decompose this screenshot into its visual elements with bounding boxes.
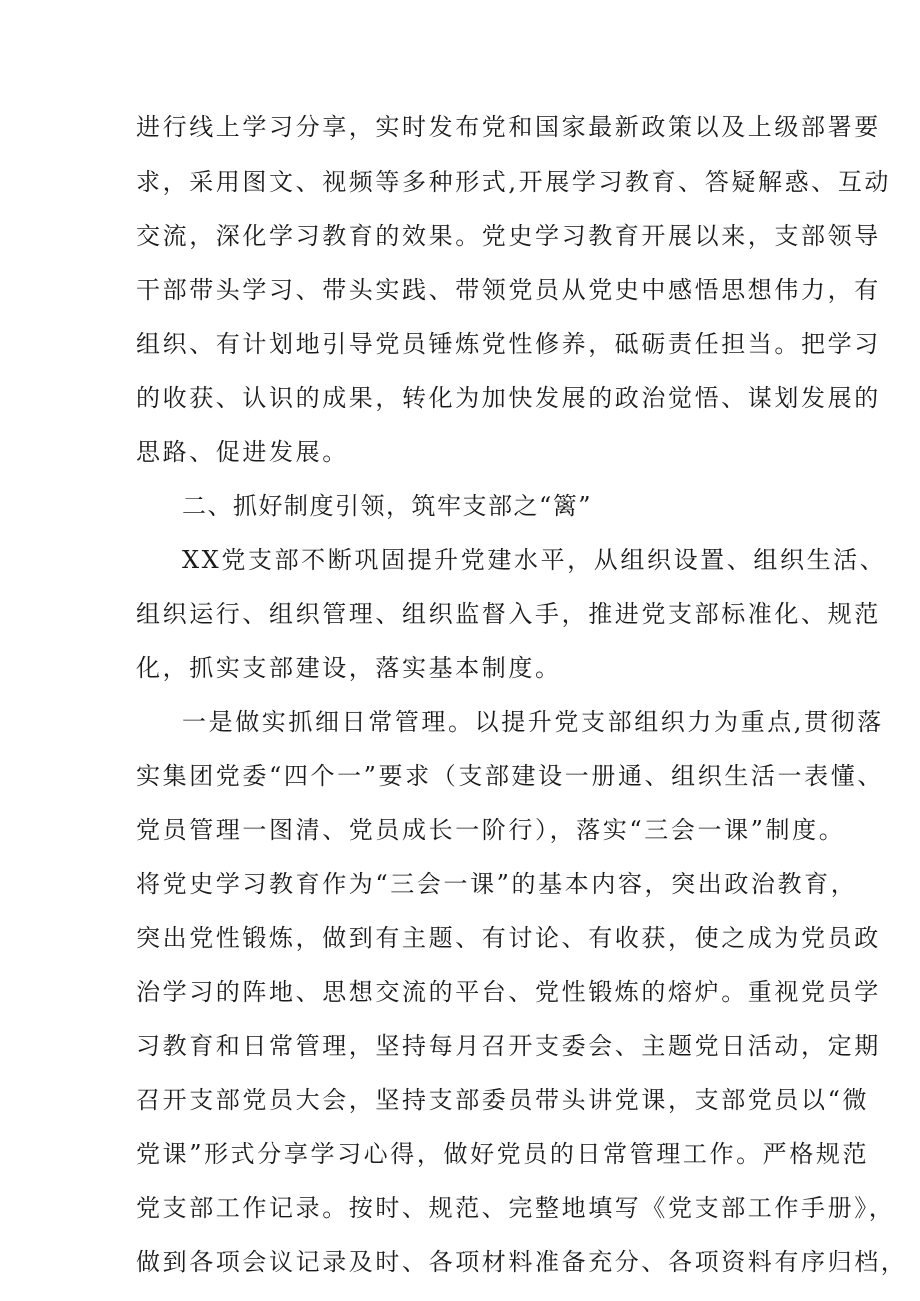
paragraph-line: 一是做实抓细日常管理。以提升党支部组织力为重点,贯彻落 [182, 708, 884, 736]
paragraph-line: 将党史学习教育作为“三会一课”的基本内容，突出政治教育， [136, 870, 858, 898]
paragraph-line: 思路、促进发展。 [136, 438, 349, 466]
paragraph-line: 进行线上学习分享，实时发布党和国家最新政策以及上级部署要 [136, 113, 881, 141]
paragraph-line: 的收获、认识的成果，转化为加快发展的政治觉悟、谋划发展的 [136, 384, 881, 412]
paragraph-line: 组织、有计划地引导党员锤炼党性修养，砥砺责任担当。把学习 [136, 330, 881, 358]
paragraph-line: 交流，深化学习教育的效果。党史学习教育开展以来，支部领导 [136, 222, 881, 250]
paragraph-line: XX党支部不断巩固提升党建水平，从组织设置、组织生活、 [182, 546, 887, 574]
paragraph-line: 干部带头学习、带头实践、带领党员从党史中感悟思想伟力，有 [136, 276, 881, 304]
paragraph-line: 做到各项会议记录及时、各项材料准备充分、各项资料有序归档， [136, 1248, 908, 1276]
paragraph-line: 求，采用图文、视频等多种形式,开展学习教育、答疑解惑、互动 [136, 168, 892, 196]
paragraph-line: 召开支部党员大会，坚持支部委员带头讲党课，支部党员以“微 [136, 1086, 870, 1114]
paragraph-line: 突出党性锻炼，做到有主题、有讨论、有收获，使之成为党员政 [136, 924, 881, 952]
paragraph-line: 习教育和日常管理，坚持每月召开支委会、主题党日活动，定期 [136, 1032, 881, 1060]
paragraph-line: 党员管理一图清、党员成长一阶行），落实“三会一课”制度。 [136, 816, 846, 844]
paragraph-line: 化，抓实支部建设，落实基本制度。 [136, 654, 562, 682]
paragraph-line: 组织运行、组织管理、组织监督入手，推进党支部标准化、规范 [136, 600, 881, 628]
paragraph-line: 党支部工作记录。按时、规范、完整地填写《党支部工作手册》， [136, 1194, 896, 1222]
paragraph-line: 治学习的阵地、思想交流的平台、党性锻炼的熔炉。重视党员学 [136, 978, 881, 1006]
paragraph-line: 实集团党委“四个一”要求（支部建设一册通、组织生活一表懂、 [136, 762, 884, 790]
section-heading: 二、抓好制度引领，筑牢支部之“篱” [182, 492, 593, 520]
paragraph-line: 党课”形式分享学习心得，做好党员的日常管理工作。严格规范 [136, 1140, 870, 1168]
